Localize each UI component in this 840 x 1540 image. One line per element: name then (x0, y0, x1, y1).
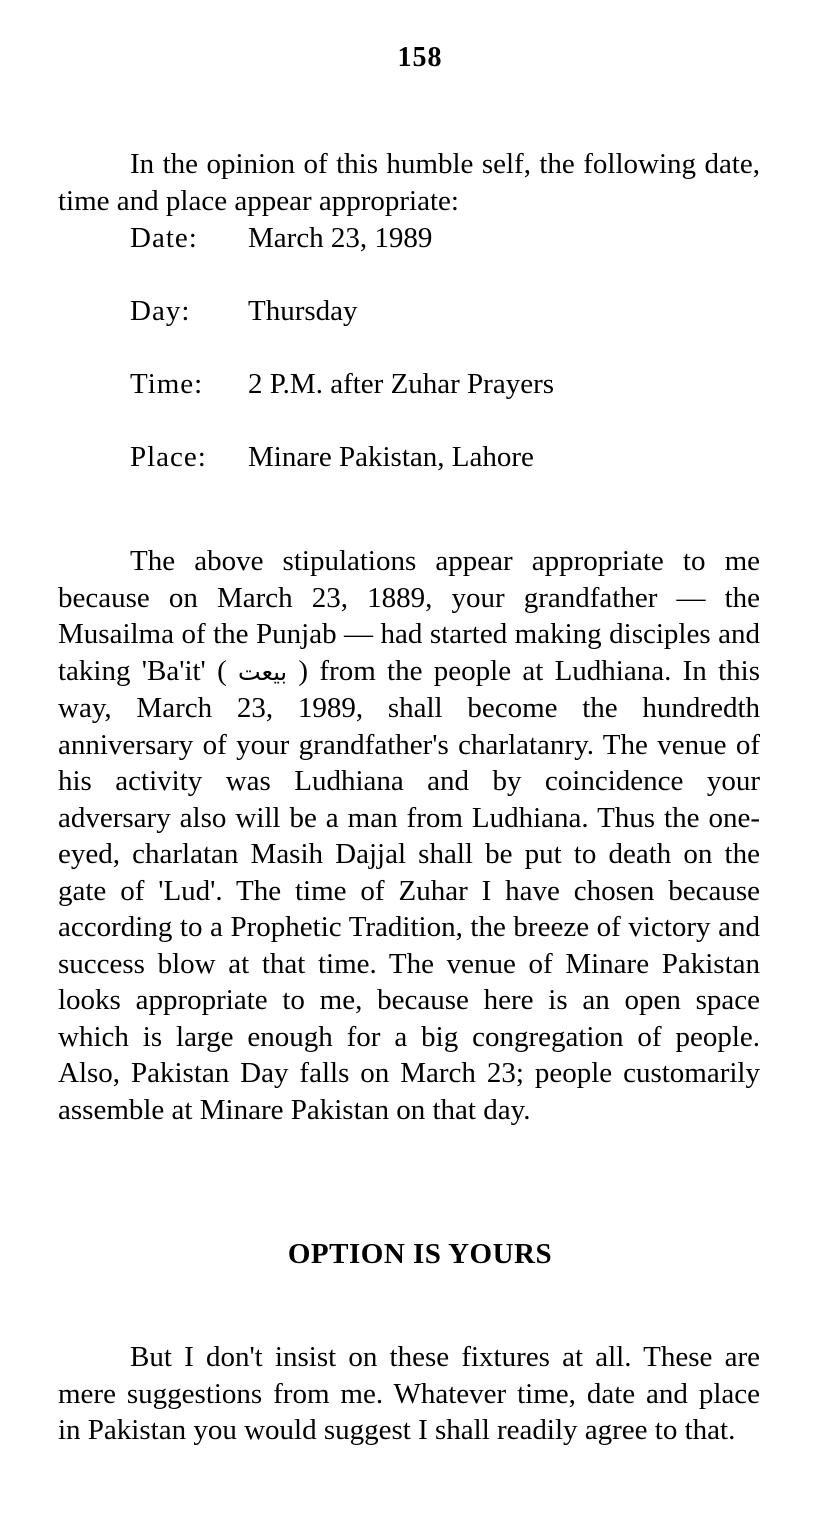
detail-label: Time: (130, 368, 204, 400)
arabic-word: بیعت (238, 657, 288, 686)
intro-paragraph: In the opinion of this humble self, the following date, time and place appear appropriate: (58, 148, 760, 217)
body-paragraph (58, 543, 760, 1128)
detail-row-day (130, 295, 554, 368)
detail-row-place (130, 441, 554, 514)
detail-row-time (130, 368, 554, 441)
detail-value: March 23, 1989 (248, 222, 433, 254)
details-list (130, 222, 554, 514)
page-number: 158 (397, 42, 443, 73)
detail-label: Place: (130, 441, 207, 473)
detail-value: Minare Pakistan, Lahore (248, 441, 534, 473)
closing-paragraph: But I don't insist on these fixtures at all. These are mere suggestions from me. Whatever time, date and place in Pakistan you would suggest I shall readily agree to that. (58, 1341, 760, 1446)
detail-label: Day: (130, 295, 191, 327)
section-heading: OPTION IS YOURS (287, 1238, 553, 1270)
detail-value: Thursday (248, 295, 358, 327)
detail-row-date (130, 222, 554, 295)
detail-label: Date: (130, 222, 198, 254)
body-text-part1: The above stipulations appear appropriate to me because on March 23, 1889, your grandfather — the Musailma of the Punjab — had started making disciples and taking 'Ba'it' ( (58, 545, 760, 687)
detail-value: 2 P.M. after Zuhar Prayers (248, 368, 555, 400)
body-text-part2: ) from the people at Ludhiana. In this way, March 23, 1989, shall become the hundredth anniversary of your grandfather's charlatanry. The venue of his activity was Ludhiana and by coincidence your adversary also will be a man from Ludhiana. Thus the one-eyed, charlatan Masih Dajjal shall be put to death on the gate of 'Lud'. The time of Zuhar I have chosen because according to a Prophetic Tradition, the breeze of victory and success blow at that time. The venue of Minare Pakistan looks appropriate to me, because here is an open space which is large enough for a big congregation of people. Also, Pakistan Day falls on March 23; people customarily assemble at Minare Pakistan on that day. (58, 654, 760, 1126)
